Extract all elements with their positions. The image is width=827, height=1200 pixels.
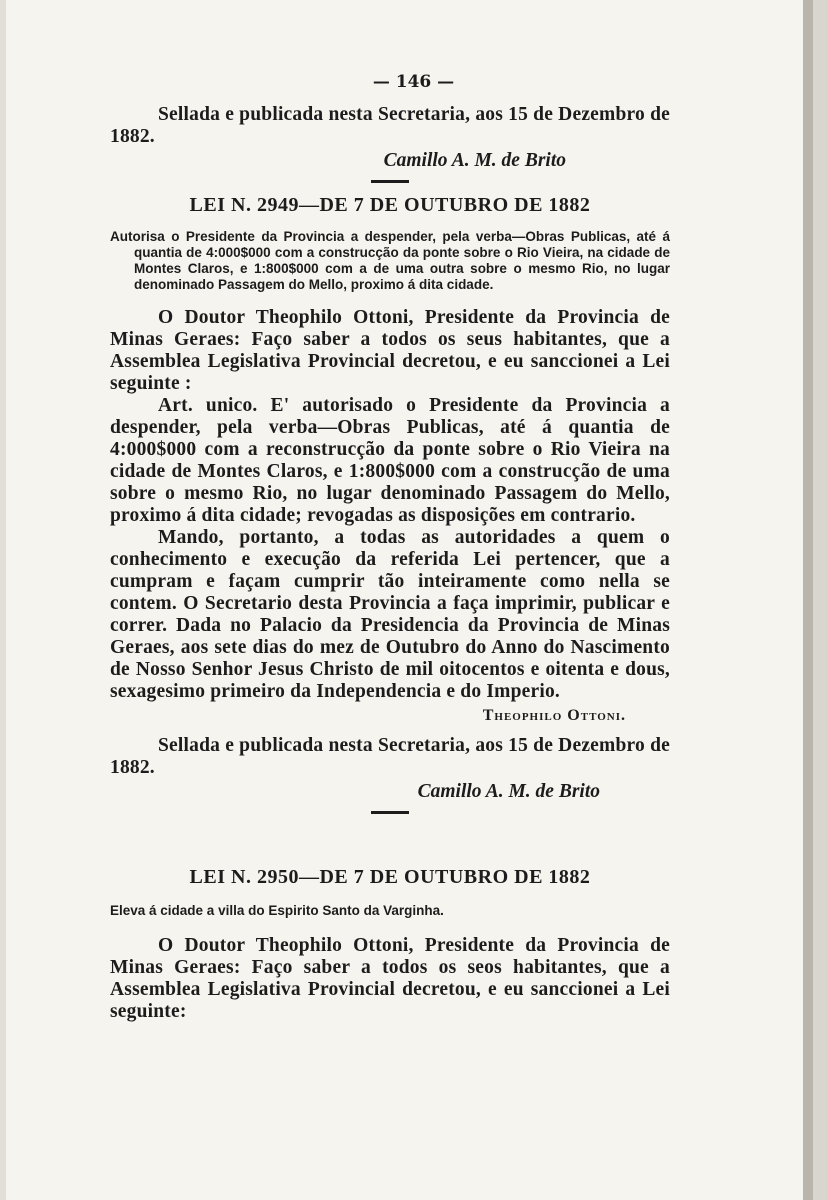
secretary-signature: Camillo A. M. de Brito xyxy=(383,150,566,171)
law-title: LEI N. 2950—DE 7 DE OUTUBRO DE 1882 xyxy=(189,866,591,888)
law-2950 xyxy=(110,866,670,1023)
president-signature: Theophilo Ottoni. xyxy=(482,707,626,724)
law-summary: Eleva á cidade a villa do Espirito Santo da Varginha. xyxy=(110,903,444,918)
law-command: Mando, portanto, a todas as autoridades a quem o conhecimento e execução da referida Lei pertencer, que a cumpram e façam cumprir tão inteiramente como nella se contem. O Secretario desta Provincia a faça imprimir, publicar e correr. Dada no Palacio da Presidencia da Provincia de Minas Geraes, aos sete dias do mez de Outubro do Anno do Nascimento de Nosso Senhor Jesus Christo de mil oitocentos e oitenta e dous, sexagesimo primeiro da Independencia e do Imperio. xyxy=(110,527,670,702)
law-preamble: O Doutor Theophilo Ottoni, Presidente da Provincia de Minas Geraes: Faço saber a todos os seos habitantes, que a Assemblea Legislativa Provincial decretou, e eu sanccionei a Lei seguinte: xyxy=(110,935,670,1022)
law-article: Art. unico. E' autorisado o Presidente da Provincia a despender, pela verba—Obras Publicas, até á quantia de 4:000$000 com a reconstrucção da ponte sobre o Rio Vieira na cidade de Montes Claros, e 1:800$000 com a construcção de uma sobre o mesmo Rio, no lugar denominado Passagem do Mello, proximo á dita cidade; revogadas as disposições em contrario. xyxy=(110,395,670,526)
law-summary: Autorisa o Presidente da Provincia a despender, pela verba—Obras Publicas, até á quantia de 4:000$000 com a construcção da ponte sobre o Rio Vieira, na cidade de Montes Claros, e 1:800$000 com a de uma outra sobre o mesmo Rio, no lugar denominado Passagem do Mello, proximo á dita cidade. xyxy=(110,229,670,292)
promulgation-text: Sellada e publicada nesta Secretaria, aos 15 de Dezembro de 1882. xyxy=(110,735,670,778)
page-right-edge xyxy=(803,0,813,1200)
promulgation-text: Sellada e publicada nesta Secretaria, aos 15 de Dezembro de 1882. xyxy=(110,104,670,147)
law-preamble: O Doutor Theophilo Ottoni, Presidente da Provincia de Minas Geraes: Faço saber a todos os seus habitantes, que a Assemblea Legislativa Provincial decretou, e eu sanccionei a Lei seguinte : xyxy=(110,307,670,394)
previous-law-closing xyxy=(110,104,670,189)
secretary-signature: Camillo A. M. de Brito xyxy=(417,781,600,802)
page-number: — 146 — xyxy=(372,72,455,92)
section-divider xyxy=(371,811,409,814)
page-left-edge xyxy=(0,0,6,1200)
section-divider xyxy=(371,180,409,183)
law-title: LEI N. 2949—DE 7 DE OUTUBRO DE 1882 xyxy=(189,194,591,216)
law-2949 xyxy=(110,194,670,820)
